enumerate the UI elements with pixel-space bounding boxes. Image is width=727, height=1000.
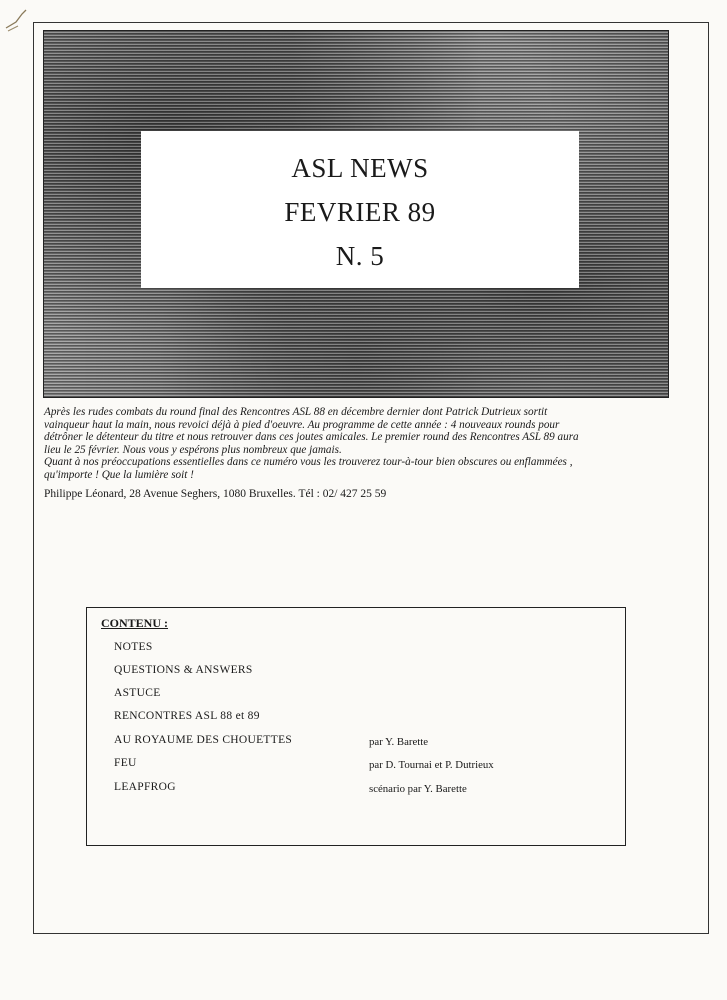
toc-entry-author: par D. Tournai et P. Dutrieux: [369, 759, 494, 771]
toc-entry-title: ASTUCE: [114, 687, 161, 699]
cover-banner: [43, 30, 669, 398]
toc-entry-title: AU ROYAUME DES CHOUETTES: [114, 734, 293, 746]
title-box: [141, 131, 579, 288]
intro-line: Après les rudes combats du round final des Rencontres ASL 88 en décembre dernier dont Patrick Dutrieux sortit: [44, 406, 548, 418]
toc-entry-title: QUESTIONS & ANSWERS: [114, 664, 253, 676]
newsletter-title: ASL NEWS: [291, 153, 429, 183]
toc-entry-author: scénario par Y. Barette: [369, 783, 467, 795]
intro-line: détrôner le détenteur du titre et nous retrouver dans ces joutes amicales. Le premier round des Rencontres ASL 89 aura: [44, 431, 579, 444]
intro-line: lieu le 25 février. Nous vous y espérons plus nombreux que jamais.: [44, 443, 342, 456]
intro-line: Quant à nos préoccupations essentielles dans ce numéro vous les trouverez tour-à-tour bien obscures ou enflammées ,: [44, 456, 573, 469]
issue-date: FEVRIER 89: [284, 197, 436, 227]
intro-paragraph: [44, 406, 674, 482]
toc-entry-title: RENCONTRES ASL 88 et 89: [114, 710, 260, 722]
issue-number: N. 5: [335, 241, 385, 271]
intro-line: qu'importe ! Que la lumière soit !: [44, 468, 194, 481]
contact-address: Philippe Léonard, 28 Avenue Seghers, 1080 Bruxelles. Tél : 02/ 427 25 59: [44, 488, 387, 500]
toc-entry-title: FEU: [114, 757, 137, 769]
staple-mark: [2, 4, 28, 34]
table-of-contents: [86, 607, 626, 846]
intro-line: vainqueur haut la main, nous revoici déjà à pied d'oeuvre. Au programme de cette année : 4 nouveaux rounds pour: [44, 418, 560, 431]
toc-entry-title: LEAPFROG: [114, 781, 176, 793]
contents-heading: CONTENU :: [101, 616, 169, 630]
toc-entry-author: par Y. Barette: [369, 736, 429, 748]
toc-entry-title: NOTES: [114, 641, 153, 653]
